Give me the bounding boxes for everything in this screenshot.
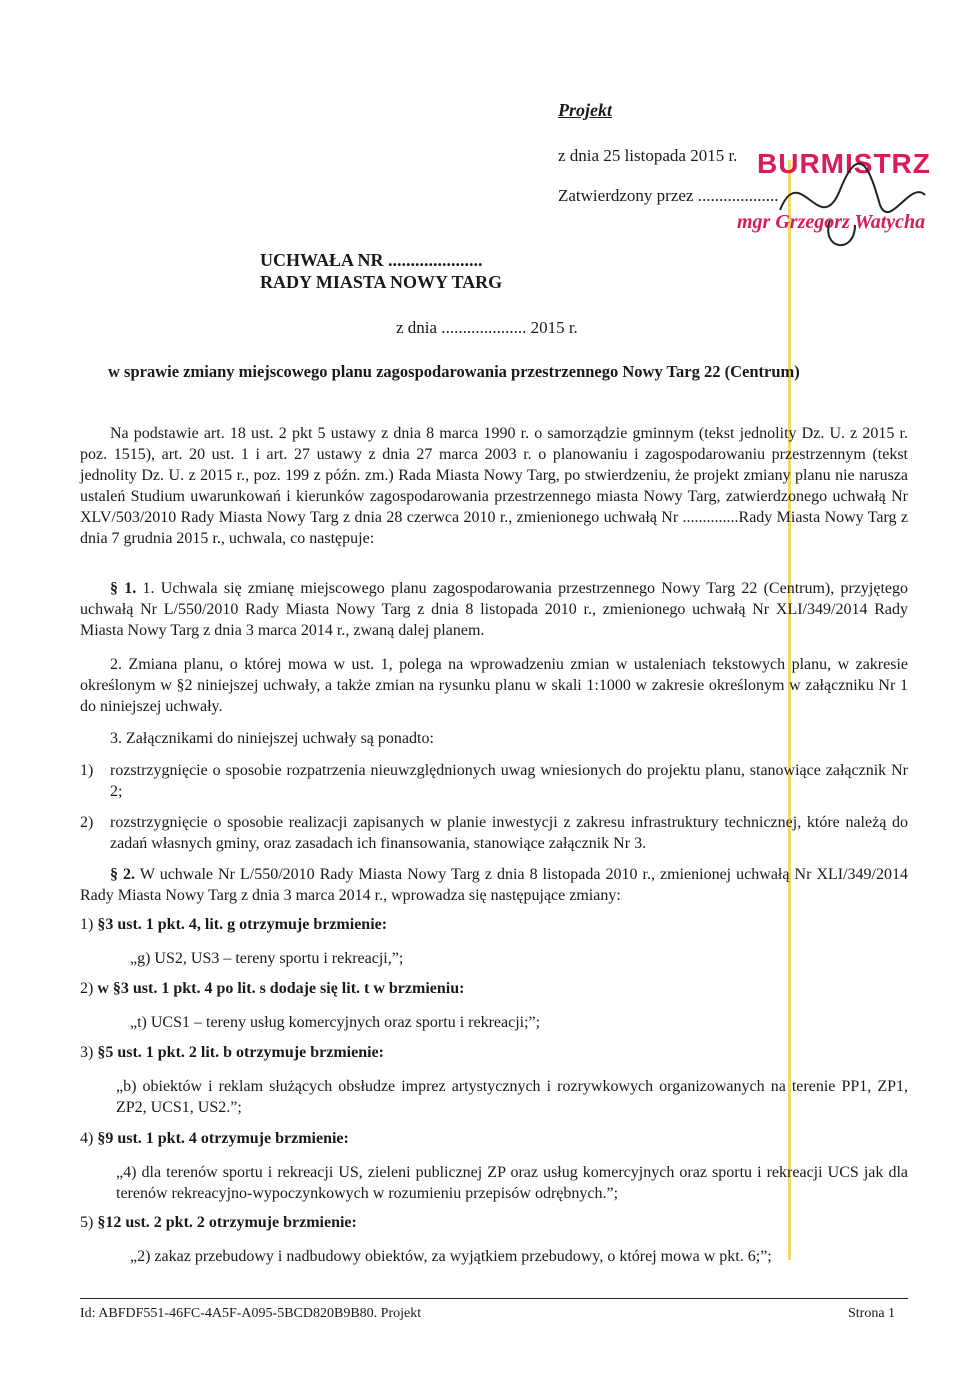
projekt-label: Projekt bbox=[558, 100, 612, 120]
list-item bbox=[80, 812, 908, 854]
amendment-number: 5) bbox=[80, 1214, 94, 1231]
council-name: RADY MIASTA NOWY TARG bbox=[260, 272, 503, 292]
amendment-quote: „t) UCS1 – tereny usług komercyjnych oraz sportu i rekreacji;”; bbox=[130, 1014, 541, 1031]
mayor-stamp: BURMISTRZ bbox=[757, 148, 931, 179]
page-number: Strona 1 bbox=[848, 1306, 896, 1321]
list-item-number: 1) bbox=[80, 762, 94, 779]
amendment-item bbox=[80, 1044, 384, 1062]
list-item bbox=[80, 760, 908, 802]
resolution-subject: w sprawie zmiany miejscowego planu zagospodarowania przestrzennego Nowy Targ 22 (Centrum) bbox=[108, 362, 800, 381]
amendment-heading: §12 ust. 2 pkt. 2 otrzymuje brzmienie: bbox=[97, 1214, 357, 1231]
resolution-date: z dnia .................... 2015 r. bbox=[396, 318, 578, 337]
amendment-item bbox=[80, 1130, 349, 1148]
amendment-quote: „4) dla terenów sportu i rekreacji US, zieleni publicznej ZP oraz usług komercyjnych oraz sportu i rekreacji UCS jak dla terenów rekreacyjno-wypoczynkowych w rozumieniu przepisów odrębnych.”; bbox=[116, 1164, 908, 1202]
amendment-number: 1) bbox=[80, 916, 94, 933]
amendment-heading: §3 ust. 1 pkt. 4, lit. g otrzymuje brzmienie: bbox=[97, 916, 388, 933]
footer-divider bbox=[80, 1298, 908, 1299]
amendment-heading: §9 ust. 1 pkt. 4 otrzymuje brzmienie: bbox=[97, 1130, 349, 1147]
par1-mark: § 1. bbox=[110, 580, 137, 597]
document-id: Id: ABFDF551-46FC-4A5F-A095-5BCD820B9B80. Projekt bbox=[80, 1306, 422, 1321]
list-item-text: rozstrzygnięcie o sposobie rozpatrzenia nieuwzględnionych uwag wniesionych do projektu planu, stanowiące załącznik Nr 2; bbox=[110, 762, 908, 800]
list-item-text: rozstrzygnięcie o sposobie realizacji zapisanych w planie inwestycji z zakresu infrastruktury technicznej, które należą do zadań własnych gminy, oraz zasadach ich finansowania, stanowiące załącznik Nr 3. bbox=[110, 814, 908, 852]
mayor-name-stamp: mgr Grzegorz Watycha bbox=[737, 211, 926, 233]
signature-icon bbox=[760, 150, 930, 260]
amendment-item bbox=[80, 916, 387, 934]
amendment-item bbox=[80, 1214, 357, 1232]
par1-point3: 3. Załącznikami do niniejszej uchwały są ponadto: bbox=[110, 730, 434, 747]
amendment-number: 2) bbox=[80, 980, 94, 997]
par2-intro bbox=[80, 864, 908, 906]
list-item-number: 2) bbox=[80, 814, 94, 831]
par1-point1 bbox=[80, 578, 908, 641]
amendment-heading: §5 ust. 1 pkt. 2 lit. b otrzymuje brzmienie: bbox=[97, 1044, 384, 1061]
par2-intro-text: W uchwale Nr L/550/2010 Rady Miasta Nowy Targ z dnia 8 listopada 2010 r., zmienionej uchwałą Nr XLI/349/2014 Rady Miasta Nowy Targ z dnia 3 marca 2014 r., wprowadza się następujące zmiany: bbox=[80, 866, 909, 904]
par1-p1-text: 1. Uchwala się zmianę miejscowego planu zagospodarowania przestrzennego Nowy Targ 22 (Centrum), przyjętego uchwałą Nr L/550/2010 Rady Miasta Nowy Targ z dnia 8 listopada 2010 r., zmienionego uchwałą Nr XLI/349/2014 Rady Miasta Nowy Targ z dnia 3 marca 2014 r., zwaną dalej planem. bbox=[80, 580, 909, 639]
approved-by: Zatwierdzony przez ................... bbox=[558, 186, 779, 205]
amendment-quote: „b) obiektów i reklam służących obsłudze imprez artystycznych i rozrywkowych organizowanych na terenie PP1, ZP1, ZP2, UCS1, US2.”; bbox=[116, 1078, 908, 1116]
resolution-number: UCHWAŁA NR ..................... bbox=[260, 250, 483, 270]
amendment-quote: „2) zakaz przebudowy i nadbudowy obiektów, za wyjątkiem przebudowy, o której mowa w pkt. 6;”; bbox=[130, 1248, 772, 1265]
amendment-item bbox=[80, 980, 464, 998]
amendment-number: 3) bbox=[80, 1044, 94, 1061]
preamble: Na podstawie art. 18 ust. 2 pkt 5 ustawy z dnia 8 marca 1990 r. o samorządzie gminnym (tekst jednolity Dz. U. z 2015 r. poz. 1515), art. 20 ust. 1 i art. 27 ustawy z dnia 27 marca 2003 r. o planowaniu i zagospodarowaniu przestrzennym (tekst jednolity Dz. U. z 2015 r., poz. 199 z późn. zm.) Rada Miasta Nowy Targ, po stwierdzeniu, że projekt zmiany planu nie narusza ustaleń Studium uwarunkowań i kierunków zagospodarowania przestrzennego miasta Nowy Targ, zatwierdzonego uchwałą Nr XLV/503/2010 Rady Miasta Nowy Targ z dnia 28 czerwca 2010 r., zmienionego uchwałą Nr ..............Rady Miasta Nowy Targ z dnia 7 grudnia 2015 r., uchwala, co następuje: bbox=[80, 425, 908, 547]
amendment-number: 4) bbox=[80, 1130, 94, 1147]
amendment-quote: „g) US2, US3 – tereny sportu i rekreacji,”; bbox=[130, 950, 404, 967]
header-date: z dnia 25 listopada 2015 r. bbox=[558, 146, 738, 165]
par1-point2: 2. Zmiana planu, o której mowa w ust. 1, polega na wprowadzeniu zmian w ustaleniach tekstowych planu, w zakresie określonym w §2 niniejszej uchwały, a także zmian na rysunku planu w skali 1:1000 w zakresie określonym w załączniku Nr 1 do niniejszej uchwały. bbox=[80, 656, 908, 715]
amendment-heading: w §3 ust. 1 pkt. 4 po lit. s dodaje się lit. t w brzmieniu: bbox=[97, 980, 465, 997]
par2-mark: § 2. bbox=[110, 866, 136, 883]
